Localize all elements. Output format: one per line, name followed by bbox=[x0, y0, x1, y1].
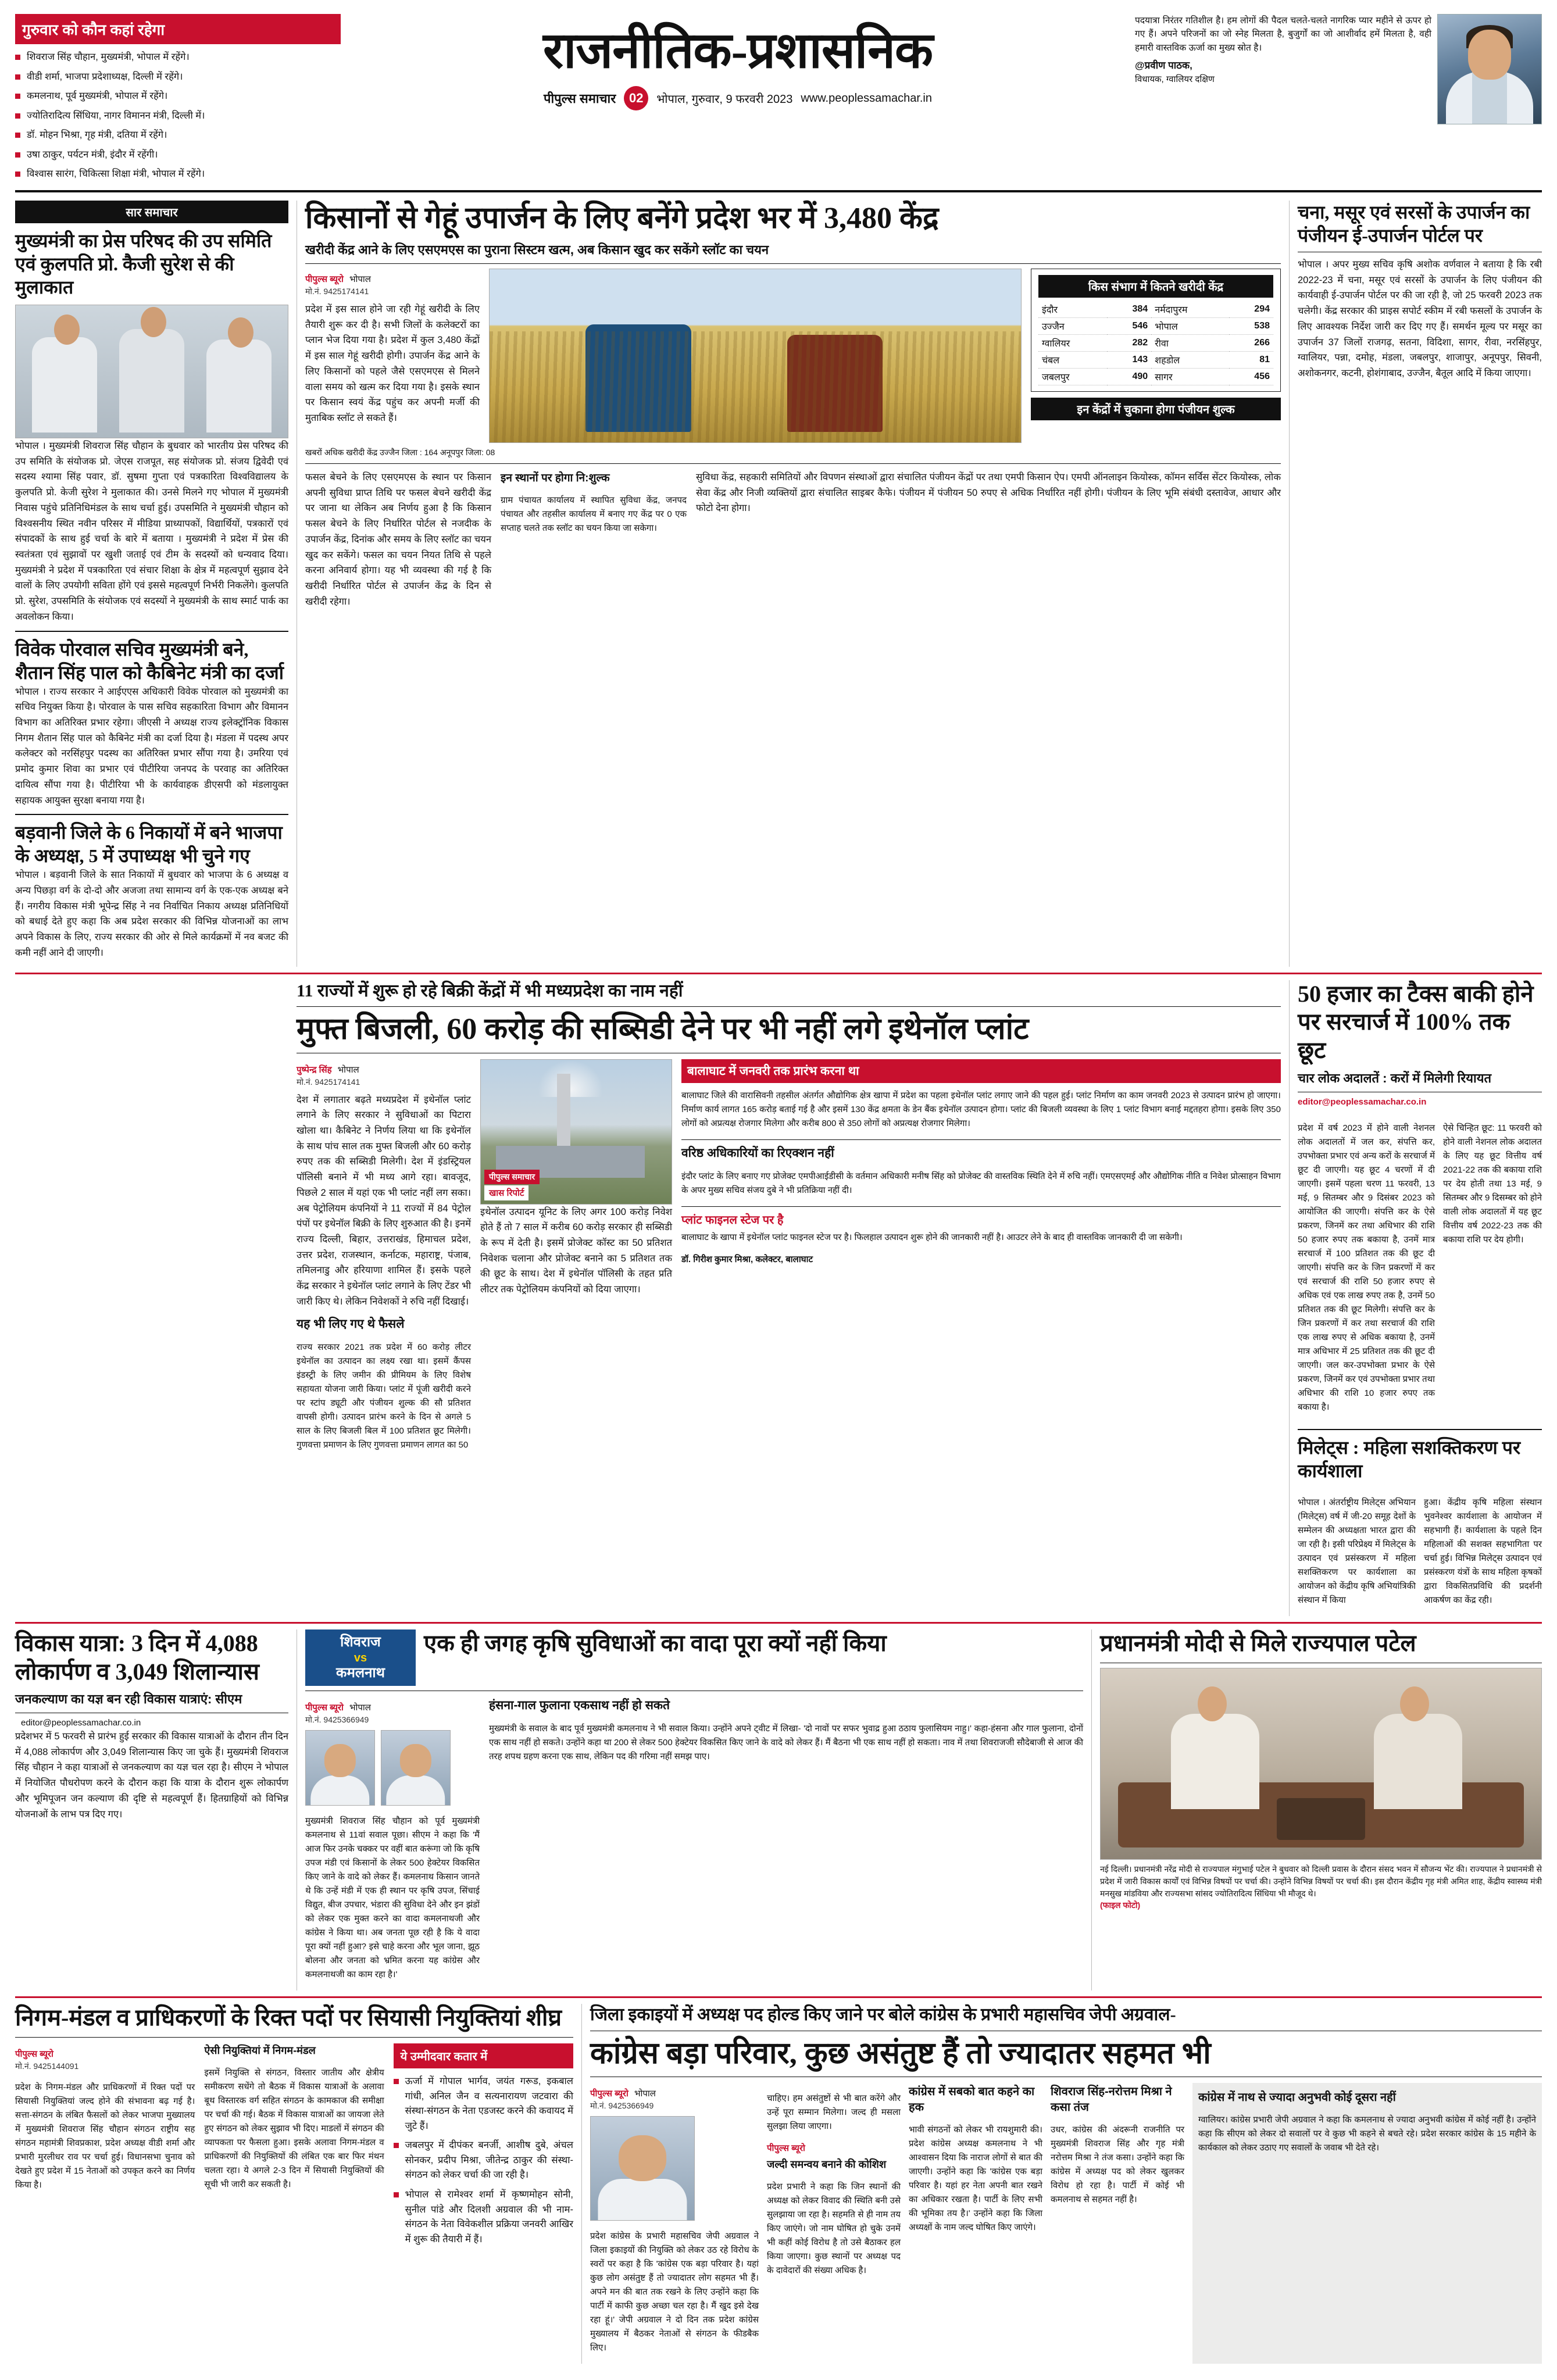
cell-division: चंबल bbox=[1038, 352, 1107, 369]
congress-col5-text: ग्वालियर। कांग्रेस प्रभारी जेपी अग्रवाल ने कहा कि कमलनाथ से ज्यादा अनुभवी कांग्रेस में कोई नहीं है। उन्होंने कहा कि सीएम को लेकर दो सवालों पर वे कुछ भी कहने से बचते रहे। प्रदेश सरकार कांग्रेस के 15 महीने के कार्यकाल को लेकर उठाए गए सवालों के जवाब भी देते रहे। bbox=[1198, 2115, 1536, 2153]
congress-col3-text: भावी संगठनों को लेकर भी रायशुमारी की। प्रदेश कांग्रेस अध्यक्ष कमलनाथ ने भी आश्वासन दिया कि नाराज लोगों से बात की जाएगी। उन्होंने कहा कि 'कांग्रेस एक बड़ा परिवार है। यहां हर नेता अपनी बात रखने का अधिकार रखता है। पार्टी के लिए सभी की भूमिका तय है।' उन्होंने कहा कि जिला अध्यक्षों के नाम जल्द घोषित किए जाएंगे। bbox=[909, 2125, 1042, 2233]
vs-headline: एक ही जगह कृषि सुविधाओं का वादा पूरा क्यों नहीं किया bbox=[424, 1629, 887, 1656]
ethanol-photo-col bbox=[480, 1059, 672, 1461]
tax-right-body: ऐसे चिन्हित छूट: 11 फरवरी को होने वाली नेशनल लोक अदालत के लिए यह छूट वित्तीय वर्ष 2021-22 तक की बकाया राशि पर देय होती तथा 13 मई, 9 सितम्बर और 9 दिसम्बर को होने वाली लोक अदालतों में यह छूट वित्तीय वर्ष 2022-23 तक की बकाया राशि पर देय होगी। bbox=[1443, 1123, 1542, 1245]
mahila-col1 bbox=[1298, 1487, 1416, 1616]
masthead-quote-block bbox=[1135, 14, 1542, 124]
vikas-subhead: जनकल्याण का यज्ञ बन रही विकास यात्राएं: सीएम bbox=[15, 1692, 242, 1707]
nigam-col3 bbox=[394, 2043, 573, 2252]
photo-credit: (फाइल फोटो) bbox=[1100, 1900, 1141, 1910]
quote-designation: विधायक, ग्वालियर दक्षिण bbox=[1135, 74, 1215, 85]
plant-final-text: बालाघाट के खापा में इथेनॉल प्लांट फाइनल स्टेज पर है। फिलहाल उत्पादन शुरू होने की जानकारी नहीं है। आउटर लेने के बाद ही वास्तविक जानकारी दी जा सकेगी। bbox=[681, 1232, 1183, 1242]
ethanol-plant-photo bbox=[480, 1059, 672, 1205]
congress-headline: कांग्रेस बड़ा परिवार, कुछ असंतुष्ट हैं तो ज्यादातर सहमत भी bbox=[590, 2036, 1211, 2070]
photo-tag-brand: पीपुल्स समाचार bbox=[484, 1170, 540, 1184]
tax-byline bbox=[1298, 1097, 1542, 1107]
sar-samachar-label: सार समाचार bbox=[15, 201, 288, 223]
congress-col4-text: उधर, कांग्रेस की अंदरूनी राजनीति पर मुख्यमंत्री शिवराज सिंह और गृह मंत्री नरोत्तम मिश्रा ने तंज कसा। उन्होंने कहा कि कांग्रेस में अध्यक्ष पद को लेकर खुलकर विरोध हो रहा है। पार्टी में कोई भी कमलनाथ से सहमत नहीं है। bbox=[1051, 2125, 1184, 2205]
ethanol-col2-text: इथेनॉल उत्पादन यूनिट के लिए अगर 100 करोड़ निवेश होते हैं तो 7 साल में करीब 60 करोड़ सरकार ही सब्सिडी के रूप में देती है। इसमें प्रोजेक्ट कॉस्ट का 50 प्रतिशत निवेशक चलाना और प्रोजेक्ट बनाने का 5 प्रतिशत तक की छूट के साथ। देश में इथेनॉल पॉलिसी के तहत प्रति लीटर तक पेट्रोलियम कंपनियों को दिया जाएगा। bbox=[480, 1206, 672, 1295]
row-three bbox=[15, 1629, 1542, 1991]
nigam-col1-text: प्रदेश के निगम-मंडल और प्राधिकरणों में रिक्त पदों पर सियासी नियुक्तियां जल्द होने की संभावना बढ़ गई है। सत्ता-संगठन के लंबित फैसलों को लेकर भाजपा मुख्यालय में मुख्यमंत्री शिवराज सिंह चौहान संगठन राष्ट्रीय सह संगठन महामंत्री शिवप्रकाश, प्रदेश अध्यक्ष वीडी शर्मा और प्रभारी मुरलीधर राव पर चर्चा हुई। विधानसभा चुनाव को देखते हुए प्रदेश में 15 नेताओं को उपकृत करने का निर्णय किया है। bbox=[15, 2082, 195, 2190]
table-row bbox=[1038, 318, 1273, 335]
modi-governor-photo bbox=[1100, 1668, 1542, 1860]
nigam-col2 bbox=[204, 2043, 384, 2252]
byline-brand: पीपुल्स ब्यूरो bbox=[767, 2143, 805, 2154]
cell-division2: नर्मदापुरम bbox=[1151, 301, 1229, 318]
byline-location: भोपाल bbox=[337, 1064, 359, 1075]
mahila-headline: मिलेट्स : महिला सशक्तिकरण पर कार्यशाला bbox=[1298, 1436, 1521, 1481]
list-item: भोपाल से रामेश्वर शर्मा में कृष्णमोहन सोनी, सुनील पांडे और दिलशी अग्रवाल की भी नाम-संगठन के नेता विवेकशील प्रक्रिया जनवरी आखिर में शुरू की तैयारी में हैं। bbox=[394, 2188, 573, 2247]
nigam-col1 bbox=[15, 2043, 195, 2252]
congress-col3 bbox=[909, 2083, 1042, 2364]
row-four bbox=[15, 2004, 1542, 2364]
congress-col2-text: चाहिए। हम असंतुष्टों से भी बात करेंगे और उन्हें पूरा सम्मान मिलेगा। जल्द ही मसला सुलझा लिया जाएगा। bbox=[767, 2093, 901, 2132]
byline-brand: पीपुल्स ब्यूरो bbox=[590, 2089, 628, 2099]
cell-division: इंदौर bbox=[1038, 301, 1107, 318]
cell-division: ग्वालियर bbox=[1038, 335, 1107, 352]
brief2-headline: विवेक पोरवाल सचिव मुख्यमंत्री बने, शैतान सिंह पाल को कैबिनेट मंत्री का दर्जा bbox=[15, 638, 284, 683]
ethanol-right-head: वरिष्ठ अधिकारियों का रिएक्शन नहीं bbox=[681, 1146, 834, 1160]
ethanol-mobile: मो.नं. 9425174141 bbox=[297, 1077, 360, 1087]
list-item: विश्वास सारंग, चिकित्सा शिक्षा मंत्री, भोपाल में रहेंगे। bbox=[15, 167, 341, 182]
jp-agrawal-photo bbox=[590, 2116, 695, 2221]
list-item: उषा ठाकुर, पर्यटन मंत्री, इंदौर में रहेंगी। bbox=[15, 148, 341, 163]
ethanol-col1-text: देश में लगातार बढ़ते मध्यप्रदेश में इथेनॉल प्लांट लगाने के लिए सरकार ने सुविधाओं का पिटारा खोला था। कैबिनेट ने निर्णय लिया था कि इथेनॉल के साथ पांच साल तक मुफ्त बिजली और 60 करोड़ रुपए तक की सब्सिडी मिलेगी। देश में इंडस्ट्रियल पॉलिसी बनाने में भी मध्य आगे रहा। बावजूद, पिछले 2 साल में यहां एक भी प्लांट नहीं लग सका। अब पेट्रोलियम कंपनियों ने 11 राज्यों में 84 पेट्रोल पंपों पर इथेनॉल बिक्री के लिए शुरुआत की है। इनमें राज्य दिल्ली, बिहार, उत्तराखंड, हिमाचल प्रदेश, उत्तर प्रदेश, राजस्थान, कर्नाटक, महाराष्ट्र, पंजाब, तमिलनाडु और हरियाणा शामिल हैं। इसके पहले केंद्र सरकार ने इथेनॉल प्लांट लगाने के लिए टेंडर भी जारी किए थे। लेकिन निवेशकों ने रुचि नहीं दिखाई। bbox=[297, 1094, 471, 1307]
tax-body: प्रदेश में वर्ष 2023 में होने वाली नेशनल लोक अदालतों में जल कर, संपत्ति कर, उपभोक्ता प्रभार एवं अन्य करों के सरचार्ज में छूट दी जाएगी। यह छूट 4 चरणों में दी जाएगी। इसमें पहला चरण 11 फरवरी, 13 मई, 9 सितम्बर और 9 दिसंबर 2023 को आयोजित की जाएगी। संपत्ति कर के ऐसे प्रकरण, जिनमें कर तथा अधिभार की राशि 50 हजार रुपए तक बकाया है, उनमें मात्र सरचार्ज में 100 प्रतिशत तक की छूट दी जाएगी। संपत्ति कर के जिन प्रकरणों में कर एवं सरचार्ज की राशि 50 हजार रुपए से अधिक एवं एक लाख रुपए तक है, उनमें 50 प्रतिशत तक की छूट मिलेगी। संपत्ति कर के जिन प्रकरणों में कर तथा सरचार्ज की राशि एक लाख रुपए से अधिक बकाया है, उनमें मात्र अधिभार में 25 प्रतिशत तक की छूट दी जाएगी। जल कर-उपभोक्ता प्रभार के ऐसे प्रकरण, जिनमें कर एवं उपभोक्ता प्रभार तथा अधिभार की राशि 10 हजार रुपए तक बकाया है। bbox=[1298, 1123, 1435, 1412]
congress-col2-sub-text: प्रदेश प्रभारी ने कहा कि जिन स्थानों की अध्यक्ष को लेकर विवाद की स्थिति बनी उसे सुलझाया जा रहा है। सहमति से ही नाम तय किए जाएंगे। जो नाम घोषित हो चुके उनमें भी कहीं कोई विरोध है तो उसे बैठाकर हल किया जाएगा। कुछ स्थानों पर अध्यक्ष पद के दावेदारों की संख्या अधिक है। bbox=[767, 2182, 901, 2276]
congress-col5-head: कांग्रेस में नाथ से ज्यादा अनुभवी कोई दूसरा नहीं bbox=[1198, 2091, 1396, 2104]
lead-col1-text: प्रदेश में इस साल होने जा रही गेहूं खरीदी के लिए तैयारी शुरू कर दी है। सभी जिलों के कलेक्टरों का प्लान भेज दिया गया है। प्रदेश में कुल 3,480 केंद्रों में इस साल गेहूं खरीदी होगी। उपार्जन केंद्र आने के लिए किसानों को पहले जैसे एसएमएस से मिलने वाला समय को खत्म कर दिया गया है। इसके स्थान पर किसान स्वयं केंद्र पहुंच कर अपनी मर्जी की मुताबिक स्लॉट ले सकते हैं। bbox=[305, 304, 480, 424]
lead-mobile: मो.नं. 9425174141 bbox=[305, 287, 369, 296]
list-item: शिवराज सिंह चौहान, मुख्यमंत्री, भोपाल में रहेंगे। bbox=[15, 50, 341, 65]
congress-col1-text: प्रदेश कांग्रेस के प्रभारी महासचिव जेपी अग्रवाल ने जिला इकाइयों की नियुक्ति को लेकर उठ रहे विरोध के स्वरों पर कहा है कि 'कांग्रेस एक बड़ा परिवार है। यहां कुछ लोग असंतुष्ट हैं तो ज्यादातर लोग सहमत भी हैं। अपने मन की बात तक रखने के लिए उन्होंने कहा कि पार्टी में काफी कुछ अच्छा चल रहा है। मैं खुद इसे देख रहा हूं।' जेपी अग्रवाल ने दो दिन तक प्रदेश कांग्रेस मुख्यालय में बैठकर नेताओं से संगठन के फीडबैक लिए। bbox=[590, 2231, 759, 2353]
brief3-headline: बड़वानी जिले के 6 निकायों में बने भाजपा के अध्यक्ष, 5 में उपाध्यक्ष भी चुने गए bbox=[15, 822, 283, 867]
byline-location: भोपाल bbox=[349, 274, 371, 285]
byline-email[interactable]: editor@peoplessamachar.co.in bbox=[21, 1717, 141, 1728]
candidates-title: ये उम्मीदवार कतार में bbox=[394, 2043, 573, 2068]
vikas-story bbox=[15, 1629, 288, 1991]
congress-col2-byline bbox=[767, 2142, 901, 2154]
congress-byline bbox=[590, 2088, 759, 2099]
politician-portrait-photo bbox=[1437, 14, 1542, 124]
free-centres-text: ग्राम पंचायत कार्यालय में स्थापित सुविधा केंद्र, जनपद पंचायत और तहसील कार्यालय में बनाए गए केंद्र पर 0 एक सप्ताह चलते तक स्लॉट का चयन किया जा सकेगा। bbox=[501, 495, 687, 534]
byline-brand: पुष्पेन्द्र सिंह bbox=[297, 1064, 332, 1075]
modi-photo-caption: नई दिल्ली। प्रधानमंत्री नरेंद्र मोदी से राज्यपाल मंगुभाई पटेल ने बुधवार को दिल्ली प्रवास के दौरान संसद भवन में सौजन्य भेंट की। राज्यपाल ने प्रधानमंत्री से प्रदेश में जारी विकास कार्यों एवं विभिन्न विषयों पर चर्चा की। उन्होंने विभिन्न विषयों पर चर्चा की। इस दौरान केंद्रीय गृह मंत्री अमित शाह, केंद्रीय स्वास्थ्य मंत्री मनसुख मांडविया और राज्यसभा सांसद ज्योतिरादित्य सिंधिया भी मौजूद थे। bbox=[1100, 1864, 1542, 1898]
congress-story bbox=[590, 2004, 1542, 2364]
table-row bbox=[1038, 301, 1273, 318]
cell-count: 490 bbox=[1107, 369, 1151, 385]
lead-photo-wrap bbox=[489, 269, 1022, 443]
cell-division2: शहडोल bbox=[1151, 352, 1229, 369]
vs-col1-text: मुख्यमंत्री शिवराज सिंह चौहान को पूर्व मुख्यमंत्री कमलनाथ से 11वां सवाल पूछा। सीएम ने कहा कि 'मैं आज फिर उनके चक्कर पर वहीं बात करूंगा जो कि कृषि उपज मंडी एवं किसानों के लेकर 500 हेक्टेयर विकसित किए जाने के वादे को लेकर हैं। कमलनाथ किसान जानते थे कि उन्हें मंडी में एक ही स्थान पर कृषि उपज, सिंचाई विद्युत, बीज उपचार, भंडारा की सुविधा देने और इन झंडों को लेकर एक मुक्त करने का वादा कमलनाथजी और कांग्रेस ने किया था। अब जनता पूछ रही है कि ये वादा पूरा क्यों नहीं हुआ? इसे चाहे करना और भूल जाना, झूठ बोलना और जनता को भ्रमित करना यह कांग्रेस और कमलनाथजी का काम रहा है।' bbox=[305, 1816, 480, 1980]
page-number-badge: 02 bbox=[624, 86, 648, 110]
page-title: राजनीतिक-प्रशासनिक bbox=[542, 23, 933, 78]
masthead bbox=[15, 14, 1542, 192]
cell-count: 282 bbox=[1107, 335, 1151, 352]
vikas-yatra-headline: विकास यात्रा: 3 दिन में 4,088 लोकार्पण व 3,049 शिलान्यास bbox=[15, 1629, 259, 1685]
cm-meeting-photo bbox=[15, 305, 288, 438]
vikas-body: प्रदेशभर में 5 फरवरी से प्रारंभ हुई सरकार की विकास यात्राओं के दौरान तीन दिन में 4,088 लोकार्पण और 3,049 शिलान्यास किए जा चुके हैं। मुख्यमंत्री शिवराज सिंह चौहान ने कहा यात्राओं से जनकल्याण का यज्ञ चल रहा है। सीएम ने भोपाल में नियोजित पौधरोपण करने के दौरान कहा कि यात्रा के दौरान शुरू लोकार्पण और भूमिपूजन जन कल्याण की दृष्टि से महत्वपूर्ण हैं। हितग्राहियों को विभिन्न योजनाओं के लाभ पत्र दिए गए। bbox=[15, 1731, 288, 1820]
lead-free-box bbox=[501, 470, 687, 615]
cell-division2: रीवा bbox=[1151, 335, 1229, 352]
table-row bbox=[1038, 352, 1273, 369]
lead-right-col bbox=[696, 470, 1281, 615]
list-item: ज्योतिरादित्य सिंधिया, नागर विमानन मंत्री, दिल्ली में। bbox=[15, 109, 341, 124]
lead-photo-caption: खबरों अधिक खरीदी केंद्र उज्जैन जिला : 164 अनूपपुर जिला: 08 bbox=[305, 448, 495, 458]
brief2-body: भोपाल । राज्य सरकार ने आईएएस अधिकारी विवेक पोरवाल को मुख्यमंत्री का सचिव नियुक्त किया है। पोरवाल के पास सचिव सहकारिता विभाग और विमानन विभाग का अतिरिक्त प्रभार रहेगा। जीएसी ने अध्यक्ष राज्य इलेक्ट्रॉनिक विकास निगम शैतान सिंह पाल को कैबिनेट मंत्री का दर्जा दिया है। मंडला में पदस्थ अपर कलेक्टर को नरसिंहपुर पदस्थ का अतिरिक्त प्रभार सौंपा गया है। उमरिया एवं प्रमोद कुमार शिवा का प्रभार एवं पीटीरिया जनपद के परवाह का अतिरिक्त दायित्व सौंपा गया है। पीटीरिया भी के कार्यवाहक डीएसपी को मंडलायुक्त सहायक आयुक्त सुरक्षा बनाया गया है। bbox=[15, 686, 288, 806]
cell-division: जबलपुर bbox=[1038, 369, 1107, 385]
quote-handle: @प्रवीण पाठक, bbox=[1135, 59, 1192, 71]
modi-story bbox=[1100, 1629, 1542, 1991]
tax-col2 bbox=[1443, 1113, 1542, 1423]
tax-story bbox=[1298, 980, 1542, 1616]
tax-col1 bbox=[1298, 1113, 1435, 1423]
chana-headline: चना, मसूर एवं सरसों के उपार्जन का पंजीयन ई-उपार्जन पोर्टल पर bbox=[1298, 201, 1530, 246]
lead-right-text: सुविधा केंद्र, सहकारी समितियों और विपणन संस्थाओं द्वारा संचालित पंजीयन केंद्रों पर तथा एमपी किसान ऐप। एमपी ऑनलाइन कियोस्क, कॉमन सर्विस सेंटर कियोस्क, लोक सेवा केंद्र और निजी व्यक्तियों द्वारा संचालित साइबर कैफे। पंजीयन में पंजीयन 50 रुपए से अधिक निर्धारित नहीं होगी। पंजीयन के लिए भूमि संबंधी दस्तावेज, आधार और फोटो देना होगा। bbox=[696, 472, 1281, 514]
cell-division2: भोपाल bbox=[1151, 318, 1229, 335]
ethanol-mid-head: यह भी लिए गए थे फैसले bbox=[297, 1317, 405, 1331]
masthead-center bbox=[341, 14, 1135, 110]
nigam-headline: निगम-मंडल व प्राधिकरणों के रिक्त पदों पर सियासी नियुक्तियां शीघ्र bbox=[15, 2004, 562, 2031]
lead-story bbox=[305, 201, 1281, 967]
table-row bbox=[1038, 369, 1273, 385]
masthead-left-box bbox=[15, 14, 341, 187]
vs-mobile: मो.नं. 9425366949 bbox=[305, 1715, 369, 1725]
cell-count2: 456 bbox=[1229, 369, 1273, 385]
nigam-sub-head1: ऐसी नियुक्तियां में निगम-मंडल bbox=[204, 2045, 316, 2057]
brand-name: पीपुल्स समाचार bbox=[543, 91, 616, 106]
table-row bbox=[1038, 335, 1273, 352]
lead-byline bbox=[305, 273, 480, 285]
paid-centres-title: इन केंद्रों में चुकाना होगा पंजीयन शुल्क bbox=[1031, 398, 1281, 420]
dateline: भोपाल, गुरुवार, 9 फरवरी 2023 bbox=[656, 92, 793, 106]
vs-top-label: शिवराज bbox=[340, 1634, 381, 1650]
wheat-procurement-photo bbox=[489, 269, 1022, 443]
congress-col3-head: कांग्रेस में सबको बात कहने का हक bbox=[909, 2085, 1035, 2114]
who-where-title: गुरुवार को कौन कहां रहेगा bbox=[15, 14, 341, 44]
ethanol-right-text: इंदौर प्लांट के लिए बनाए गए प्रोजेक्ट एमपीआईडीसी के वर्तमान अधिकारी मनीष सिंह को प्रोजेक्ट की वास्तविक स्थिति देने में रुचि नहीं। एमएसएमई और औद्योगिक नीति व निवेश प्रोत्साहन विभाग के अपर मुख्य सचिव संजय दुबे ने भी प्रतिक्रिया नहीं दी। bbox=[681, 1171, 1281, 1195]
vs-bottom-label: कमलनाथ bbox=[336, 1664, 385, 1681]
cell-count2: 266 bbox=[1229, 335, 1273, 352]
congress-mobile: मो.नं. 9425366949 bbox=[590, 2101, 654, 2111]
nigam-byline bbox=[15, 2048, 195, 2060]
ethanol-headline: मुफ्त बिजली, 60 करोड़ की सब्सिडी देने पर भी नहीं लगे इथेनॉल प्लांट bbox=[297, 1013, 1029, 1046]
ethanol-byline bbox=[297, 1064, 471, 1075]
mahila-body2: हुआ। केंद्रीय कृषि महिला संस्थान भुवनेश्वर कार्यशाला के आयोजन में सहभागी हैं। कार्यशाला के पहले दिन महिलाओं की सशक्त सहभागिता पर चर्चा हुई। विभिन्न मिलेट्स उत्पादन एवं प्रसंस्करण यंत्रों के साथ महिला कृषकों द्वारा विकसितप्रविधि की प्रदर्शनी आकर्षण का केंद्र रही। bbox=[1424, 1497, 1542, 1605]
list-item: जबलपुर में दीपंकर बनर्जी, आशीष दुबे, अंचल सोनकर, प्रदीप मिश्रा, जीतेन्द्र ठाकुर की संस्था-संगठन को लेकर चर्चा की जा रही है। bbox=[394, 2138, 573, 2183]
cell-count2: 294 bbox=[1229, 301, 1273, 318]
list-item: कमलनाथ, पूर्व मुख्यमंत्री, भोपाल में रहेंगे। bbox=[15, 89, 341, 104]
kamalnath-photo bbox=[381, 1730, 451, 1806]
nigam-col2-text: इसमें नियुक्ति से संगठन, विस्तार जातीय और क्षेत्रीय समीकरण सधेंगे तो बैठक में विकास यात्राओं के अलावा बूथ विस्तारक वर्ग सहित संगठन के कामकाज की समीक्षा पर चर्चा की गई। बैठक में विकास यात्राओं का जायजा लेते हुए संगठन को लेकर सुझाव भी दिए। माडलों में संगठन की व्यापकता पर फैसला हुआ। इसके अलावा निगम-मंडल व प्राधिकरणों की नियुक्तियों की लंबित एक बार फिर मंथन चलता रहा। ये अगले 2-3 दिन में सियासी नियुक्तियों की सूची भी जारी कर सकती है। bbox=[204, 2068, 384, 2190]
mahila-body: भोपाल । अंतर्राष्ट्रीय मिलेट्स अभियान (मिलेट्स) वर्ष में जी-20 समूह देशों के सम्मेलन की अध्यक्षता भारत द्वारा की जा रही है। इसी परिप्रेक्ष्य में मिलेट्स के उत्पादन एवं प्रसंस्करण में महिला सशक्तिकरण पर कार्यशाला का आयोजन को केंद्रीय कृषि अभियांत्रिकी संस्थान में किया bbox=[1298, 1497, 1416, 1605]
quote-text-wrap bbox=[1135, 14, 1431, 124]
byline-location: भोपाल bbox=[349, 1703, 371, 1713]
vikas-byline bbox=[15, 1718, 288, 1728]
row-lead bbox=[15, 201, 1542, 967]
brief3-body: भोपाल । बड़वानी जिले के सात निकायों में बुधवार को भाजपा के 6 अध्यक्ष व अन्य पिछड़ा वर्ग के दो-दो और अजजा तथा सामान्य वर्ग के एक-एक अध्यक्ष बने हैं। नगरीय विकास मंत्री भूपेन्द्र सिंह ने नव निर्वाचित निकाय अध्यक्ष प्रतिनिधियों को बधाई देते हुए कहा कि अब प्रदेश सरकार की विभिन्न योजनाओं का लाभ अपने विकास के लिए, राज्य सरकार की ओर से मिले कार्यक्रमों में नव बजट की कमी नहीं आने दी जाएगी। bbox=[15, 870, 288, 958]
quote-text: पदयात्रा निरंतर गतिशील है। हम लोगों की पैदल चलते-चलते नागरिक प्यार महीने से ऊपर हो गए हैं। अपने परिजनों का जो स्नेह मिलता है, बुजुर्गों का जो आशीर्वाद हमें मिलता है, वही हमारी वास्तविक ऊर्जा का मुख्य स्रोत है। bbox=[1135, 16, 1431, 53]
ethanol-col3 bbox=[681, 1059, 1281, 1461]
cell-count: 546 bbox=[1107, 318, 1151, 335]
cell-count2: 81 bbox=[1229, 352, 1273, 369]
photo-tag-special: खास रिपोर्ट bbox=[484, 1185, 528, 1200]
cell-count: 143 bbox=[1107, 352, 1151, 369]
lead-col-1 bbox=[305, 269, 480, 443]
tax-subhead: चार लोक अदालतें : करों में मिलेगी रियायत bbox=[1298, 1071, 1491, 1086]
congress-col2 bbox=[767, 2083, 901, 2364]
left-rail bbox=[15, 201, 288, 967]
shivraj-photo bbox=[305, 1730, 375, 1806]
right-rail-top bbox=[1298, 201, 1542, 967]
list-item: डॉ. मोहन भिश्रा, गृह मंत्री, दतिया में रहेंगे। bbox=[15, 128, 341, 143]
kendra-table-title: किस संभाग में कितने खरीदी केंद्र bbox=[1038, 275, 1273, 298]
ethanol-col1 bbox=[297, 1059, 471, 1461]
byline-location: भोपाल bbox=[634, 2089, 656, 2099]
vs-right-text: मुख्यमंत्री के सवाल के बाद पूर्व मुख्यमंत्री कमलनाथ ने भी सवाल किया। उन्होंने अपने ट्वीट में लिखा- 'दो नावों पर सफर भुवाद्र हुआ ठठाय फुलासियम नाहु।' कहा-हंसना और गाल फुलाना, दोनों एक साथ नहीं हो सकते। उन्होंने कहा था 200 से लेकर 500 हेक्टेयर विकसित किए जाने के वादे को लेकर हैं। मैं बैठना भी एक साथ नहीं हो सकता। नाव में तथा शिवराजजी सौदेबाजी से आज की तरह शपथ ग्रहण करना एक साथ, लेकिन पद की गरिमा नहीं समझ पाए। bbox=[489, 1724, 1083, 1762]
table-body bbox=[1038, 301, 1273, 385]
vs-col1 bbox=[305, 1697, 480, 1991]
byline-brand[interactable]: editor@peoplessamachar.co.in bbox=[1298, 1096, 1427, 1107]
vs-right-head: हंसना-गाल फुलाना एकसाथ नहीं हो सकते bbox=[489, 1699, 670, 1713]
byline-brand: पीपुल्स ब्यूरो bbox=[305, 274, 344, 285]
vs-col2 bbox=[489, 1697, 1083, 1991]
who-where-list bbox=[15, 50, 341, 182]
congress-col4 bbox=[1051, 2083, 1184, 2364]
cell-division2: सागर bbox=[1151, 369, 1229, 385]
modi-headline: प्रधानमंत्री मोदी से मिले राज्यपाल पटेल bbox=[1100, 1629, 1416, 1656]
congress-col4-head: शिवराज सिंह-नरोत्तम मिश्रा ने कसा तंज bbox=[1051, 2085, 1172, 2114]
nigam-mobile: मो.नं. 9425144091 bbox=[15, 2061, 79, 2071]
sar-samachar-headline: मुख्यमंत्री का प्रेस परिषद की उप समिति एवं कुलपति प्रो. कैजी सुरेश से की मुलाकात bbox=[15, 230, 272, 298]
tax-headline: 50 हजार का टैक्स बाकी होने पर सरचार्ज में 100% तक छूट bbox=[1298, 980, 1534, 1064]
sar-samachar-body: भोपाल । मुख्यमंत्री शिवराज सिंह चौहान के बुधवार को भारतीय प्रेस परिषद की उप समिति के संयोजक प्रो. जेएस राजपूत, सह संयोजक प्रो. संजय द्विवेदी एवं सदस्य श्यामा सिंह पवार, डॉ. सुषमा गुप्ता एवं पत्रकारिता विश्वविद्यालय के कुलपति प्रो. केजी सुरेश ने मुलाकात की। उनसे मिलने गए भोपाल में मुख्यमंत्री निवास पहुंचे प्रतिनिधिमंडल के साथ चर्चा हुई। उपसमिति ने मुख्यमंत्री चौहान को विश्वसनीय स्थित नवीन परिसर में मीडिया प्राध्यापकों, विद्यार्थियों, पत्रकारों एवं संपादकों के साथ हुई चर्चा के बारे में बताया । मुख्यमंत्री ने प्रदेश में प्रेस की स्वतंत्रता एवं सुझावों पर खुशी जताई एवं टीम के सदस्यों को धन्यवाद दिया। मुख्यमंत्री ने प्रदेश में पत्रकारिता एवं संचार शिक्षा के क्षेत्र में महत्वपूर्ण सुझाव देने वालों के लिए उपयोगी सविता होंगे एवं इससे महत्वपूर्ण निर्भरी निकलेंगे। कुलपति प्रो. सुरेश, उपसमिति के संयोजक एवं सदस्यों ने मुख्यमंत्री के साथ स्मार्ट पार्क का अवलोकन किया। bbox=[15, 440, 288, 622]
plant-final-head: प्लांट फाइनल स्टेज पर है bbox=[681, 1213, 784, 1227]
congress-col5 bbox=[1192, 2083, 1542, 2364]
nigam-story bbox=[15, 2004, 573, 2364]
masthead-meta bbox=[341, 86, 1135, 110]
vs-byline bbox=[305, 1702, 480, 1713]
candidates-list bbox=[394, 2074, 573, 2247]
free-centres-title: इन स्थानों पर होगा नि:शुल्क bbox=[501, 472, 610, 485]
lead-col2-text: फसल बेचने के लिए एसएमएस के स्थान पर किसान अपनी सुविधा प्राप्त तिथि पर फसल बेचने खरीदी केंद्र पर जाना था लेकिन अब निर्णय हुआ है कि किसान फसल बेचने के लिए निर्धारित पोर्टल से नजदीक के उपार्जन केंद्र, दिनांक और समय के लिए स्लॉट का चयन खुद कर सकेंगे। फसल का चयन नियत तिथि से पहले करना अनिवार्य होगा। यह भी व्यवस्था की गई है कि खरीदी निर्धारित पोर्टल से उपार्जन केंद्र के दिन से खरीदी रहेगा। bbox=[305, 472, 491, 607]
kendra-table bbox=[1031, 269, 1281, 392]
ethanol-kicker: 11 राज्यों में शुरू हो रहे बिक्री केंद्रों में भी मध्यप्रदेश का नाम नहीं bbox=[297, 981, 683, 1000]
cell-division: उज्जैन bbox=[1038, 318, 1107, 335]
website-url[interactable]: www.peoplessamachar.in bbox=[801, 91, 933, 105]
row-ethanol bbox=[15, 980, 1542, 1616]
congress-col1 bbox=[590, 2083, 759, 2364]
vs-story bbox=[305, 1629, 1083, 1991]
congress-kicker: जिला इकाइयों में अध्यक्ष पद होल्ड किए जाने पर बोले कांग्रेस के प्रभारी महासचिव जेपी अग्रवाल- bbox=[590, 2005, 1176, 2025]
mahila-col2 bbox=[1424, 1487, 1542, 1616]
chana-body: भोपाल । अपर मुख्य सचिव कृषि अशोक वर्णवाल ने बताया है कि रबी 2022-23 में चना, मसूर एवं सरसों के उपार्जन के लिए पंजीयन की कार्यवाही ई-उपार्जन पोर्टल पर की जा रही है, जो 25 फरवरी 2023 तक चलेगी। केंद्र सरकार की प्राइस सपोर्ट स्कीम में रबी फसलों के उपार्जन के लिए आवश्यक निर्देश जारी कर दिए गए हैं। समर्थन मूल्य पर मसूर का उपार्जन 37 जिलों राजगढ़, सतना, विदिशा, सागर, रीवा, नरसिंहपुर, ग्वालियर, पन्ना, दमोह, मंडला, जबलपुर, शाजापुर, अनूपपुर, सिवनी, अशोकनगर, कटनी, होशंगाबाद, उज्जैन, बैतूल आदि में किया जाएगा। bbox=[1298, 259, 1542, 378]
ethanol-left-spacer bbox=[15, 980, 288, 1616]
balaghat-box-title: बालाघाट में जनवरी तक प्रारंभ करना था bbox=[681, 1059, 1281, 1083]
vs-label: vs bbox=[353, 1651, 367, 1664]
list-item: वीडी शर्मा, भाजपा प्रदेशाध्यक्ष, दिल्ली में रहेंगे। bbox=[15, 70, 341, 85]
balaghat-box-text: बालाघाट जिले की वारासिवनी तहसील अंतर्गत औद्योगिक क्षेत्र खापा में प्रदेश का पहला इथेनॉल प्लांट लगाए जाने की पहल हुई। प्लांट निर्माण का काम जनवरी 2023 से उत्पादन प्रारंभ हो जाएगा। निर्माण कार्य लागत 165 करोड़ बताई गई है और इसमें 130 केंद्र क्षमता के डेन बैंक इथेनॉल उत्पादन होगा। प्लांट की बिजली व्यवस्था के लिए 1 प्लांट विभाग बनाई मद्दतहरा होगा। इसके लिए 350 लोगों को अप्रत्यक्ष रोजगार मिलेगा और करीब 800 से 350 लोगों को अप्रत्यक्ष रोजगार मिलेगा। bbox=[681, 1090, 1281, 1128]
lead-headline: किसानों से गेहूं उपार्जन के लिए बनेंगे प्रदेश भर में 3,480 केंद्र bbox=[305, 201, 939, 235]
ethanol-story bbox=[297, 980, 1281, 1616]
lead-col2 bbox=[305, 470, 491, 615]
byline-brand: पीपुल्स ब्यूरो bbox=[15, 2049, 53, 2060]
list-item: ऊर्जा में गोपाल भार्गव, जयंत गरूड, इकबाल गांधी, अनिल जैन व सत्यनारायण जटवारा की संस्था-संगठन के नेता एडजस्ट करने की कवायद में जुटे हैं। bbox=[394, 2074, 573, 2134]
plant-final-sig: डॉ. गिरीश कुमार मिश्रा, कलेक्टर, बालाघाट bbox=[681, 1254, 813, 1264]
vs-badge bbox=[305, 1629, 416, 1686]
lead-subhead: खरीदी केंद्र आने के लिए एसएमएस का पुराना सिस्टम खत्म, अब किसान खुद कर सकेंगे स्लॉट का चयन bbox=[305, 242, 769, 258]
ethanol-mid-text: राज्य सरकार 2021 तक प्रदेश में 60 करोड़ लीटर इथेनॉल का उत्पादन का लक्ष्य रखा था। इसमें कैंपस इंडस्ट्री के लिए जमीन की प्रीमियम के लिए विशेष सहायता योजना जारी किया। प्लांट में पूंजी खरीदी करने पर स्टांप ड्यूटी और पंजीयन शुल्क की सौ प्रतिशत वापसी होगी। उत्पादन प्रारंभ करने के दिन से अगले 5 साल के लिए बिजली बिल में 100 प्रतिशत छूट मिलेगी। गुणवत्ता प्रमाणन के लिए गुणवत्ता प्रमाणन लागत का 50 bbox=[297, 1342, 471, 1450]
congress-col2-sub: जल्दी समन्वय बनाने की कोशिश bbox=[767, 2159, 887, 2171]
lead-table-box bbox=[1031, 269, 1281, 443]
cell-count2: 538 bbox=[1229, 318, 1273, 335]
byline-brand: पीपुल्स ब्यूरो bbox=[305, 1703, 344, 1713]
cell-count: 384 bbox=[1107, 301, 1151, 318]
